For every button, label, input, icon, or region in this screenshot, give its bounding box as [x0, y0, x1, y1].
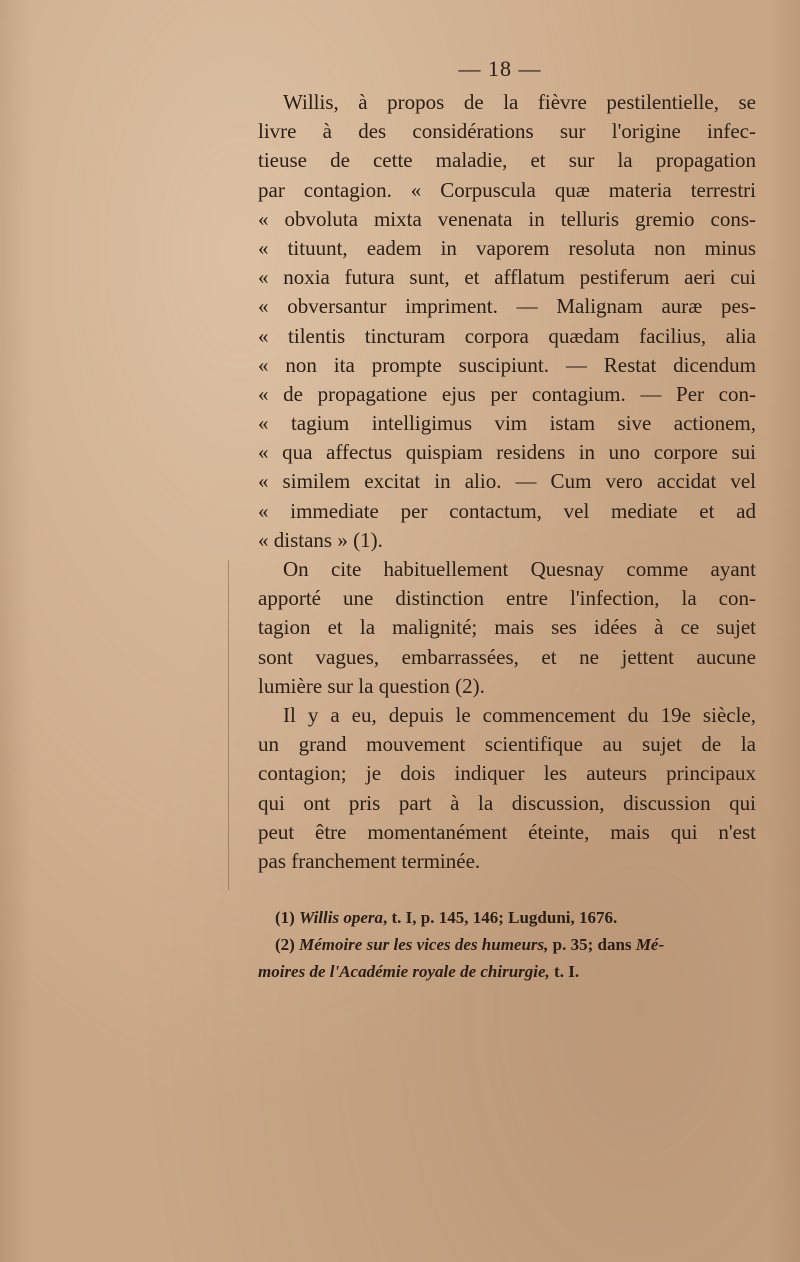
text-line: « non ita prompte suscipiunt. — Restat dicendum	[258, 352, 756, 377]
footnote-title: moires de l'Académie royale de chirurgie,	[258, 962, 550, 981]
footnote-2	[258, 931, 758, 958]
footnote-text: t. I.	[549, 962, 580, 981]
footnote-title: Mémoire sur les vices des humeurs,	[299, 935, 549, 954]
text-line: « obversantur impriment. — Malignam auræ pes-	[258, 294, 756, 319]
footnote-text: p. 35; dans	[548, 935, 636, 954]
page-number: — 18 —	[458, 56, 542, 81]
text-line: qui ont pris part à la discussion, discussion qui	[258, 790, 756, 815]
text-line: livre à des considérations sur l'origine infec-	[258, 119, 756, 144]
text-line: tagion et la malignité; mais ses idées à ce sujet	[258, 615, 756, 640]
text-line: « immediate per contactum, vel mediate et ad	[258, 498, 756, 523]
footnote-marker: (2)	[275, 935, 295, 954]
footnote-2-continued	[258, 958, 758, 985]
footnote-title: Willis opera	[299, 908, 383, 927]
body-text	[258, 88, 756, 876]
text-line: un grand mouvement scientifique au sujet de la	[258, 732, 756, 757]
text-line: « tilentis tincturam corpora quædam facilius, alia	[258, 323, 756, 348]
paragraph-quesnay	[258, 555, 756, 701]
paragraph-contagion	[258, 701, 756, 876]
text-line: pas franchement terminée.	[258, 848, 481, 873]
text-line: « noxia futura sunt, et afflatum pestiferum aeri cui	[258, 265, 756, 290]
text-line: « de propagatione ejus per contagium. — Per con-	[258, 381, 756, 406]
text-line: apporté une distinction entre l'infection, la con-	[258, 586, 756, 611]
text-line: « distans » (1).	[258, 527, 383, 552]
text-line: « obvoluta mixta venenata in telluris gremio cons-	[258, 206, 756, 231]
text-line: contagion; je dois indiquer les auteurs principaux	[258, 761, 756, 786]
text-line: sont vagues, embarrassées, et ne jettent aucune	[258, 644, 756, 669]
footnote-marker: (1)	[275, 908, 295, 927]
text-line: par contagion. « Corpuscula quæ materia terrestri	[258, 177, 756, 202]
margin-pencil-line	[228, 560, 231, 890]
text-line: lumière sur la question (2).	[258, 673, 485, 698]
text-line: On cite habituellement Quesnay comme ayant	[283, 557, 756, 581]
text-line: peut être momentanément éteinte, mais qui n'est	[258, 819, 756, 844]
text-line: « tagium intelligimus vim istam sive actionem,	[258, 411, 756, 436]
footnote-1	[258, 904, 758, 931]
text-line: Willis, à propos de la fièvre pestilentielle, se	[283, 90, 756, 114]
text-line: tieuse de cette maladie, et sur la propagation	[258, 148, 756, 173]
text-line: « qua affectus quispiam residens in uno corpore sui	[258, 440, 756, 465]
text-line: « similem excitat in alio. — Cum vero accidat vel	[258, 469, 756, 494]
text-line: Il y a eu, depuis le commencement du 19e siècle,	[283, 702, 756, 727]
footnote-text: , t. I, p. 145, 146; Lugduni, 1676.	[382, 908, 618, 927]
text-line: « tituunt, eadem in vaporem resoluta non minus	[258, 235, 756, 260]
paragraph-willis	[258, 88, 756, 555]
footnotes	[258, 904, 758, 985]
footnote-title: Mé-	[635, 935, 665, 954]
